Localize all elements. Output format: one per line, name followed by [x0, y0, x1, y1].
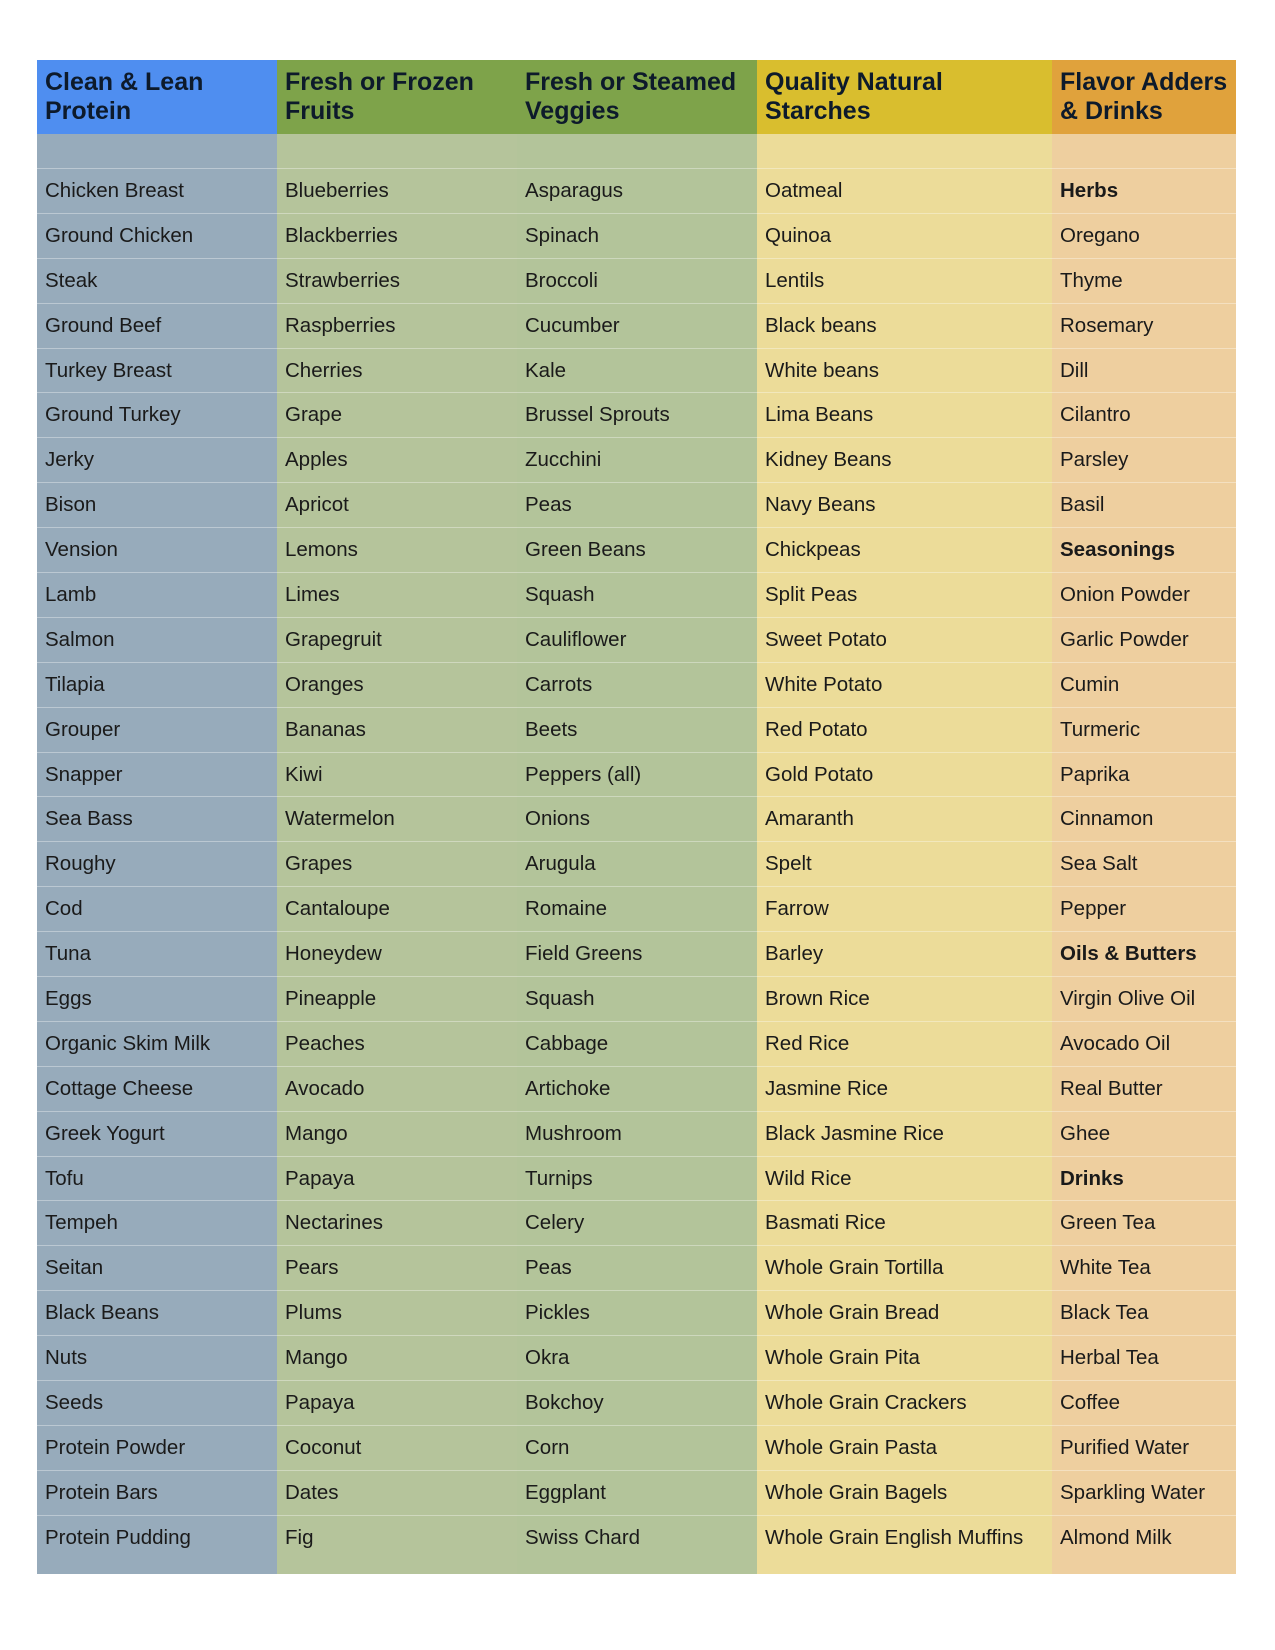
list-item: Protein Bars	[37, 1471, 277, 1516]
list-item: Ghee	[1052, 1112, 1236, 1157]
list-item: Lamb	[37, 573, 277, 618]
list-item: Peas	[517, 483, 757, 528]
list-item: Grape	[277, 393, 517, 438]
list-item: Cucumber	[517, 304, 757, 349]
list-item: Kidney Beans	[757, 438, 1052, 483]
list-item: Parsley	[1052, 438, 1236, 483]
list-item: Watermelon	[277, 797, 517, 842]
list-item: Mango	[277, 1336, 517, 1381]
list-item: Limes	[277, 573, 517, 618]
list-item: Sea Bass	[37, 797, 277, 842]
list-item: Artichoke	[517, 1067, 757, 1112]
list-item: Lemons	[277, 528, 517, 573]
list-item: Raspberries	[277, 304, 517, 349]
list-item: Celery	[517, 1201, 757, 1246]
column-starches	[757, 60, 1052, 1574]
list-item: Zucchini	[517, 438, 757, 483]
list-item: Basil	[1052, 483, 1236, 528]
list-item: Farrow	[757, 887, 1052, 932]
list-item: Cabbage	[517, 1022, 757, 1067]
list-item: Turmeric	[1052, 708, 1236, 753]
list-item: Avocado	[277, 1067, 517, 1112]
list-item: Kale	[517, 349, 757, 394]
food-list-table	[37, 60, 1236, 1574]
list-item: Apricot	[277, 483, 517, 528]
list-item: Black Jasmine Rice	[757, 1112, 1052, 1157]
list-item: Strawberries	[277, 259, 517, 304]
list-item: Quinoa	[757, 214, 1052, 259]
list-item: Papaya	[277, 1381, 517, 1426]
list-item: White beans	[757, 349, 1052, 394]
list-item: Bokchoy	[517, 1381, 757, 1426]
list-item: Real Butter	[1052, 1067, 1236, 1112]
list-item: Oregano	[1052, 214, 1236, 259]
category-subheading: Seasonings	[1052, 528, 1236, 573]
list-item: Brown Rice	[757, 977, 1052, 1022]
column-protein	[37, 60, 277, 1574]
list-item: Whole Grain Crackers	[757, 1381, 1052, 1426]
list-item: Plums	[277, 1291, 517, 1336]
list-item: Coconut	[277, 1426, 517, 1471]
list-item: Split Peas	[757, 573, 1052, 618]
list-item: Cherries	[277, 349, 517, 394]
list-item: Coffee	[1052, 1381, 1236, 1426]
list-item: Garlic Powder	[1052, 618, 1236, 663]
list-item: Red Rice	[757, 1022, 1052, 1067]
list-item: Tilapia	[37, 663, 277, 708]
list-item: Basmati Rice	[757, 1201, 1052, 1246]
list-item: Lima Beans	[757, 393, 1052, 438]
list-item: Ground Chicken	[37, 214, 277, 259]
list-item: Carrots	[517, 663, 757, 708]
column-header-veggies: Fresh or Steamed Veggies	[517, 60, 757, 134]
list-item: Eggplant	[517, 1471, 757, 1516]
list-item: Wild Rice	[757, 1157, 1052, 1202]
list-item: Tempeh	[37, 1201, 277, 1246]
list-item: Beets	[517, 708, 757, 753]
column-header-fruits: Fresh or Frozen Fruits	[277, 60, 517, 134]
list-item: Squash	[517, 573, 757, 618]
list-item: Sea Salt	[1052, 842, 1236, 887]
list-item: Greek Yogurt	[37, 1112, 277, 1157]
category-subheading: Drinks	[1052, 1157, 1236, 1202]
list-item: Red Potato	[757, 708, 1052, 753]
list-item: Whole Grain Bagels	[757, 1471, 1052, 1516]
column-header-protein: Clean & Lean Protein	[37, 60, 277, 134]
list-item: Grapes	[277, 842, 517, 887]
list-item: Herbal Tea	[1052, 1336, 1236, 1381]
list-item: Grouper	[37, 708, 277, 753]
list-item: Blackberries	[277, 214, 517, 259]
list-item: Organic Skim Milk	[37, 1022, 277, 1067]
list-item: Black beans	[757, 304, 1052, 349]
list-item: Ground Beef	[37, 304, 277, 349]
list-item: Tofu	[37, 1157, 277, 1202]
list-item: Broccoli	[517, 259, 757, 304]
list-item: Protein Pudding	[45, 1526, 191, 1550]
list-item: Chicken Breast	[37, 169, 277, 214]
list-item: Amaranth	[757, 797, 1052, 842]
list-item: Bison	[37, 483, 277, 528]
list-item: Dill	[1052, 349, 1236, 394]
list-item: Okra	[517, 1336, 757, 1381]
list-item: Chickpeas	[757, 528, 1052, 573]
list-item: Pineapple	[277, 977, 517, 1022]
list-item: Turkey Breast	[37, 349, 277, 394]
column-fruits	[277, 60, 517, 1574]
list-item: Grapegruit	[277, 618, 517, 663]
column-veggies	[517, 60, 757, 1574]
list-item: Barley	[757, 932, 1052, 977]
column-header-flavor-drinks: Flavor Adders & Drinks	[1052, 60, 1236, 134]
list-item: Jerky	[37, 438, 277, 483]
list-item: Squash	[517, 977, 757, 1022]
category-subheading: Herbs	[1052, 169, 1236, 214]
list-item: Sweet Potato	[757, 618, 1052, 663]
list-item: Peas	[517, 1246, 757, 1291]
list-item: Onion Powder	[1052, 573, 1236, 618]
list-item: Green Tea	[1052, 1201, 1236, 1246]
list-item: Almond Milk	[1060, 1526, 1172, 1550]
list-item: Black Tea	[1052, 1291, 1236, 1336]
list-item: Cilantro	[1052, 393, 1236, 438]
list-item: Vension	[37, 528, 277, 573]
list-item: Pickles	[517, 1291, 757, 1336]
list-item: Swiss Chard	[525, 1526, 641, 1550]
list-item: Spelt	[757, 842, 1052, 887]
category-subheading: Oils & Butters	[1052, 932, 1236, 977]
list-item: Brussel Sprouts	[517, 393, 757, 438]
header-spacer	[517, 134, 757, 169]
column-flavor-drinks	[1052, 60, 1236, 1574]
list-item: Navy Beans	[757, 483, 1052, 528]
list-item: Thyme	[1052, 259, 1236, 304]
list-item: Peppers (all)	[517, 753, 757, 798]
list-item: Oatmeal	[757, 169, 1052, 214]
list-item: Bananas	[277, 708, 517, 753]
list-item: Cumin	[1052, 663, 1236, 708]
list-item: Papaya	[277, 1157, 517, 1202]
column-header-starches: Quality Natural Starches	[757, 60, 1052, 134]
list-item: Cottage Cheese	[37, 1067, 277, 1112]
list-item: Virgin Olive Oil	[1052, 977, 1236, 1022]
list-item: Lentils	[757, 259, 1052, 304]
list-item: Whole Grain Bread	[757, 1291, 1052, 1336]
list-item: White Potato	[757, 663, 1052, 708]
header-spacer	[757, 134, 1052, 169]
header-spacer	[277, 134, 517, 169]
list-item: Purified Water	[1052, 1426, 1236, 1471]
list-item: Honeydew	[277, 932, 517, 977]
list-item: Turnips	[517, 1157, 757, 1202]
list-item: Peaches	[277, 1022, 517, 1067]
list-item: Dates	[277, 1471, 517, 1516]
list-item: Rosemary	[1052, 304, 1236, 349]
list-item: Tuna	[37, 932, 277, 977]
list-item: Cauliflower	[517, 618, 757, 663]
list-item: Pepper	[1052, 887, 1236, 932]
list-item: Cinnamon	[1052, 797, 1236, 842]
list-item: Mushroom	[517, 1112, 757, 1157]
list-item: Spinach	[517, 214, 757, 259]
list-item: Nectarines	[277, 1201, 517, 1246]
list-item: Snapper	[37, 753, 277, 798]
list-item: Oranges	[277, 663, 517, 708]
list-item: Whole Grain Pita	[757, 1336, 1052, 1381]
list-item: Corn	[517, 1426, 757, 1471]
list-item: Blueberries	[277, 169, 517, 214]
list-item: Fig	[285, 1526, 314, 1550]
list-item: Whole Grain Pasta	[757, 1426, 1052, 1471]
list-item: Kiwi	[277, 753, 517, 798]
list-item: Nuts	[37, 1336, 277, 1381]
list-item: Pears	[277, 1246, 517, 1291]
list-item: Arugula	[517, 842, 757, 887]
list-item: Avocado Oil	[1052, 1022, 1236, 1067]
list-item: Mango	[277, 1112, 517, 1157]
list-item: Protein Powder	[37, 1426, 277, 1471]
list-item: Eggs	[37, 977, 277, 1022]
list-item: Field Greens	[517, 932, 757, 977]
list-item: White Tea	[1052, 1246, 1236, 1291]
list-item: Steak	[37, 259, 277, 304]
list-item: Whole Grain Tortilla	[757, 1246, 1052, 1291]
list-item: Seitan	[37, 1246, 277, 1291]
list-item: Sparkling Water	[1052, 1471, 1236, 1516]
list-item: Seeds	[37, 1381, 277, 1426]
list-item: Black Beans	[37, 1291, 277, 1336]
list-item: Romaine	[517, 887, 757, 932]
list-item: Apples	[277, 438, 517, 483]
list-item: Ground Turkey	[37, 393, 277, 438]
list-item: Cantaloupe	[277, 887, 517, 932]
list-item: Cod	[37, 887, 277, 932]
list-item: Salmon	[37, 618, 277, 663]
list-item: Whole Grain English Muffins	[765, 1526, 1024, 1550]
list-item: Jasmine Rice	[757, 1067, 1052, 1112]
list-item: Green Beans	[517, 528, 757, 573]
header-spacer	[37, 134, 277, 169]
list-item: Gold Potato	[757, 753, 1052, 798]
list-item: Roughy	[37, 842, 277, 887]
header-spacer	[1052, 134, 1236, 169]
list-item: Paprika	[1052, 753, 1236, 798]
list-item: Onions	[517, 797, 757, 842]
list-item: Asparagus	[517, 169, 757, 214]
